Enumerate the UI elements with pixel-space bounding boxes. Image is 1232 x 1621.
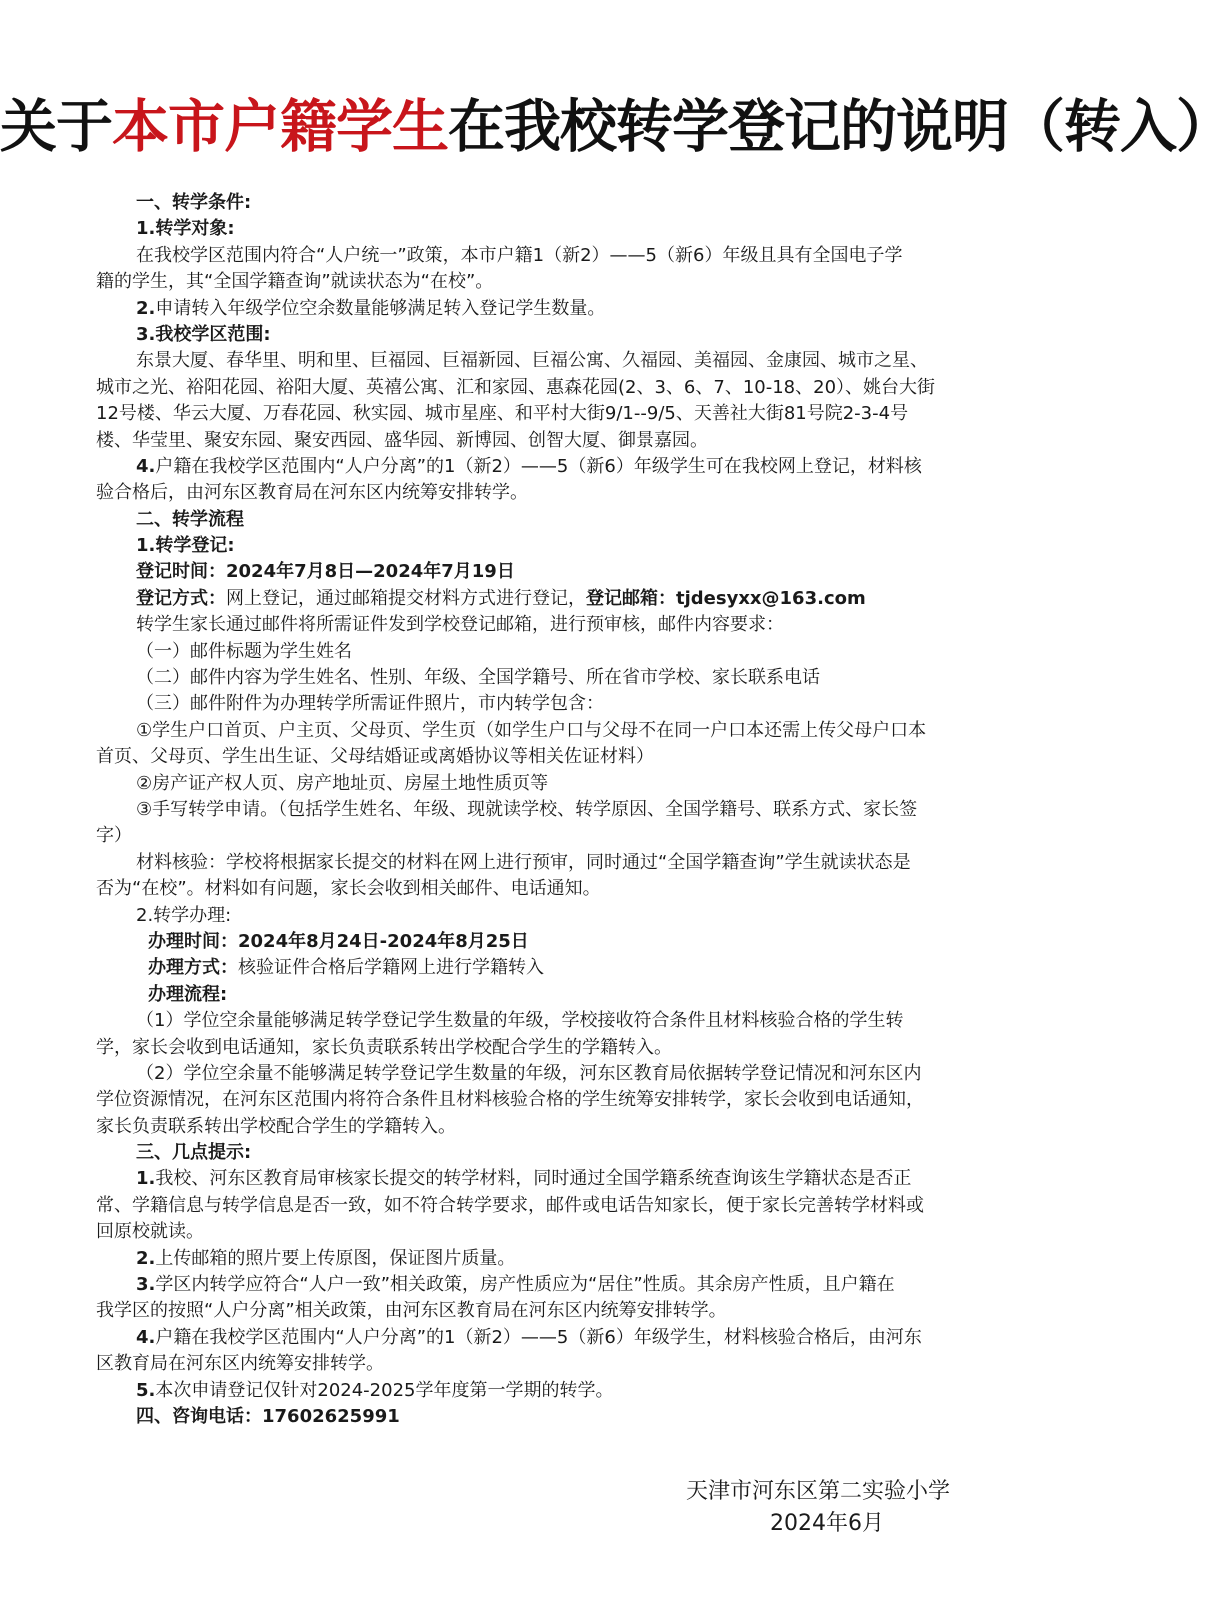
- item-text: 我校、河东区教育局审核家长提交的转学材料，同时通过全国学籍系统查询该生学籍状态是否正: [155, 1168, 912, 1190]
- consultation-phone: [96, 1404, 988, 1430]
- signature-date: 2024年6月: [770, 1511, 884, 1536]
- paragraph-line: 否为“在校”。材料如有问题，家长会收到相关邮件、电话通知。: [96, 878, 601, 900]
- item-number: 3.: [136, 1274, 156, 1296]
- section-1-heading: 一、转学条件:: [136, 192, 252, 213]
- registration-email: tjdesyxx@163.com: [676, 587, 866, 609]
- paragraph-line: 字）: [96, 825, 132, 847]
- method-text: 网上登记，通过邮箱提交材料方式进行登记，: [226, 587, 586, 609]
- item-text: 户籍在我校学区范围内“人户分离”的1（新2）——5（新6）年级学生可在我校网上登记，材料核: [155, 455, 922, 477]
- paragraph-line: 常、学籍信息与转学信息是否一致，如不符合转学要求，邮件或电话告知家长，便于家长完善转学材料或: [96, 1194, 924, 1216]
- phone-number: 17602625991: [262, 1405, 400, 1427]
- transfer-target-label: 1.转学对象:: [136, 218, 235, 240]
- school-district-label: 3.我校学区范围:: [136, 323, 271, 345]
- paragraph-line: 转学生家长通过邮件将所需证件发到学校登记邮箱，进行预审核，邮件内容要求：: [136, 614, 784, 636]
- method-label: 登记方式：: [136, 587, 226, 609]
- mail-requirement: （二）邮件内容为学生姓名、性别、年级、全国学籍号、所在省市学校、家长联系电话: [136, 667, 820, 689]
- item-text: 上传邮箱的照片要上传原图，保证图片质量。: [155, 1247, 516, 1269]
- paragraph-line: 城市之光、裕阳花园、裕阳大厦、英禧公寓、汇和家园、惠森花园(2、3、6、7、10-18、20）、姚台大街: [96, 376, 936, 398]
- processing-time: 办理时间：2024年8月24日-2024年8月25日: [148, 930, 529, 952]
- item-number: 4.: [136, 1326, 156, 1348]
- tip-item: [96, 1246, 988, 1272]
- processing-label: 2.转学办理:: [136, 904, 232, 926]
- paragraph-line: 材料核验：学校将根据家长提交的材料在网上进行预审，同时通过“全国学籍查询”学生就读状态是: [136, 851, 911, 873]
- title-part-1: 关于: [0, 93, 112, 160]
- item-number: 2.: [136, 1247, 156, 1269]
- section-4-heading: 四、咨询电话：: [136, 1405, 262, 1427]
- document-body: [96, 190, 988, 1430]
- paragraph-line: 东景大厦、春华里、明和里、巨福园、巨福新园、巨福公寓、久福园、美福园、金康园、城市之星、: [136, 350, 928, 372]
- paragraph-line: 籍的学生，其“全国学籍查询”就读状态为“在校”。: [96, 271, 494, 293]
- separation-item: [96, 454, 988, 480]
- email-label: 登记邮箱：: [586, 587, 676, 609]
- paragraph-line: 回原校就读。: [96, 1221, 204, 1243]
- item-text: 学区内转学应符合“人户一致”相关政策，房产性质应为“居住”性质。其余房产性质，且户籍在: [155, 1274, 895, 1296]
- required-document: ①学生户口首页、户主页、父母页、学生页（如学生户口与父母不在同一户口本还需上传父母户口本: [136, 719, 927, 741]
- item-number: 2.: [136, 297, 156, 319]
- registration-method: [96, 586, 988, 612]
- paragraph-line: （2）学位空余量不能够满足转学登记学生数量的年级，河东区教育局依据转学登记情况和河东区内: [136, 1062, 922, 1084]
- paragraph-line: 首页、父母页、学生出生证、父母结婚证或离婚协议等相关佐证材料）: [96, 746, 654, 768]
- paragraph-line: 家长负责联系转出学校配合学生的学籍转入。: [96, 1115, 456, 1137]
- paragraph-line: 验合格后，由河东区教育局在河东区内统筹安排转学。: [96, 482, 528, 504]
- required-document: ②房产证产权人页、房产地址页、房屋土地性质页等: [136, 772, 549, 794]
- tip-item: [96, 1272, 988, 1298]
- mail-requirement: （三）邮件附件为办理转学所需证件照片，市内转学包含：: [136, 693, 604, 715]
- mail-requirement: （一）邮件标题为学生姓名: [136, 640, 352, 662]
- quota-item: [96, 296, 988, 322]
- paragraph-line: （1）学位空余量能够满足转学登记学生数量的年级，学校接收符合条件且材料核验合格的学生转: [136, 1010, 904, 1032]
- paragraph-line: 12号楼、华云大厦、万春花园、秋实园、城市星座、和平村大街9/1--9/5、天善社大街81号院2-3-4号: [96, 403, 909, 425]
- tip-item: [96, 1378, 988, 1404]
- signature-school: 天津市河东区第二实验小学: [686, 1479, 951, 1504]
- method-label: 办理方式：: [148, 957, 238, 979]
- paragraph-line: 学位资源情况，在河东区范围内将符合条件且材料核验合格的学生统筹安排转学，家长会收到电话通知，: [96, 1089, 924, 1111]
- title-part-3: 在我校转学登记的说明（转入）: [448, 93, 1232, 160]
- item-text: 本次申请登记仅针对2024-2025学年度第一学期的转学。: [155, 1379, 614, 1401]
- item-text: 户籍在我校学区范围内“人户分离”的1（新2）——5（新6）年级学生，材料核验合格后，由河东: [155, 1326, 922, 1348]
- method-text: 核验证件合格后学籍网上进行学籍转入: [238, 957, 544, 979]
- section-3-heading: 三、几点提示:: [136, 1142, 252, 1164]
- tip-item: [96, 1325, 988, 1351]
- tip-item: [96, 1166, 988, 1192]
- title-highlight: 本市户籍学生: [112, 93, 448, 160]
- item-number: 4.: [136, 455, 156, 477]
- paragraph-line: 我学区的按照“人户分离”相关政策，由河东区教育局在河东区内统筹安排转学。: [96, 1300, 727, 1322]
- required-document: ③手写转学申请。（包括学生姓名、年级、现就读学校、转学原因、全国学籍号、联系方式、家长签: [136, 798, 918, 820]
- page-title: [0, 92, 1232, 162]
- item-text: 申请转入年级学位空余数量能够满足转入登记学生数量。: [155, 297, 606, 319]
- item-number: 1.: [136, 1168, 156, 1190]
- processing-flow-label: 办理流程:: [148, 983, 228, 1005]
- paragraph-line: 在我校学区范围内符合“人户统一”政策，本市户籍1（新2）——5（新6）年级且具有全国电子学: [136, 244, 903, 266]
- section-2-heading: 二、转学流程: [136, 508, 244, 530]
- paragraph-line: 区教育局在河东区内统筹安排转学。: [96, 1353, 384, 1375]
- processing-method: [96, 955, 988, 981]
- registration-label: 1.转学登记:: [136, 535, 235, 557]
- paragraph-line: 学，家长会收到电话通知，家长负责联系转出学校配合学生的学籍转入。: [96, 1036, 672, 1058]
- paragraph-line: 楼、华莹里、聚安东园、聚安西园、盛华园、新博园、创智大厦、御景嘉园。: [96, 429, 708, 451]
- item-number: 5.: [136, 1379, 156, 1401]
- registration-time: 登记时间：2024年7月8日—2024年7月19日: [136, 561, 515, 583]
